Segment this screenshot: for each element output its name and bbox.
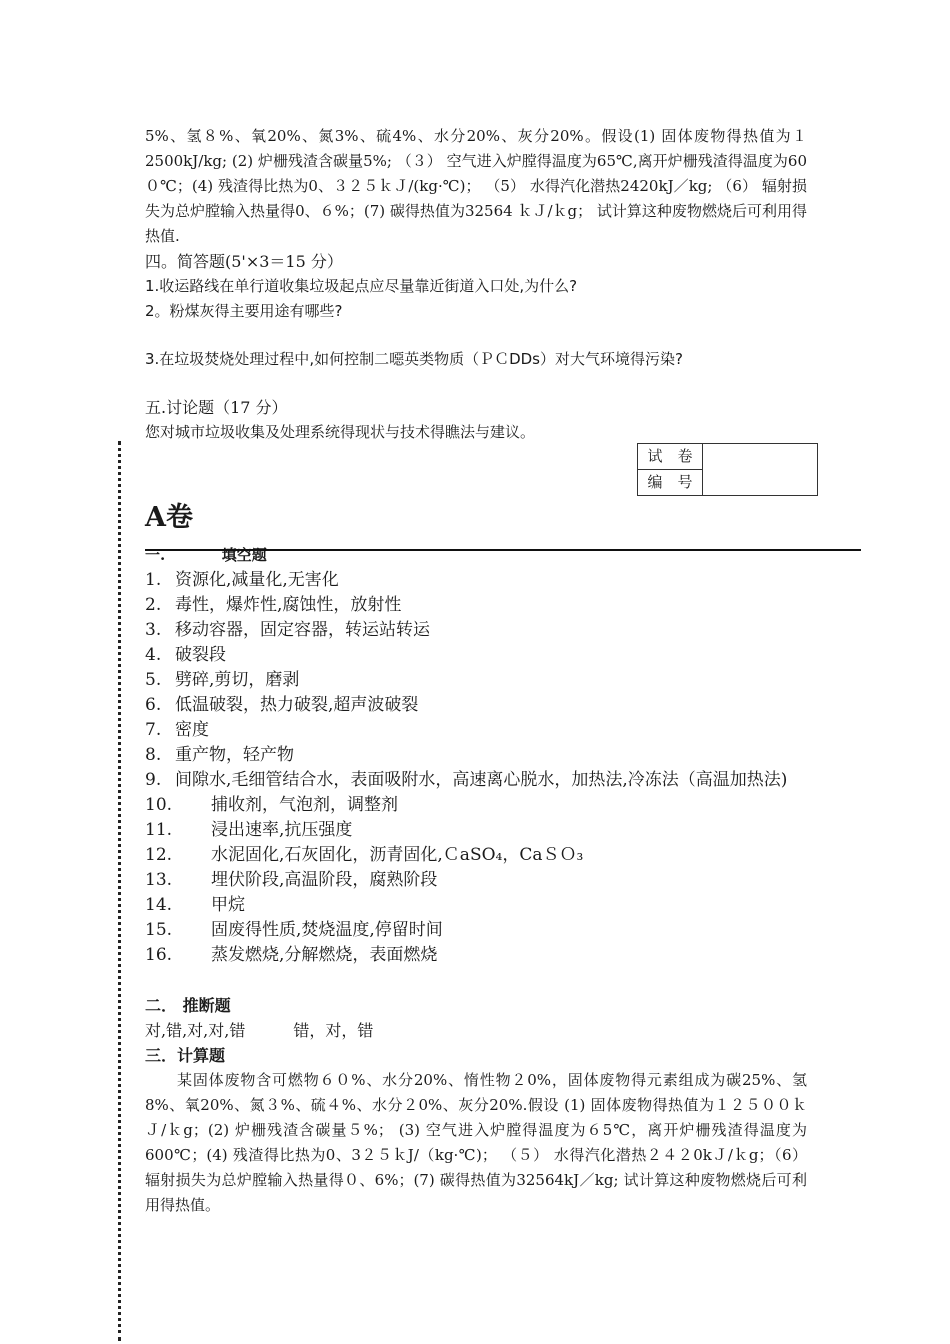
section5-heading: 五.讨论题（17 分） (145, 398, 288, 417)
item-number: 16. (145, 945, 173, 965)
item-number: 11. (145, 820, 173, 840)
item-number: 9. (145, 770, 162, 790)
section4-question-1: 1.收运路线在单行道收集垃圾起点应尽量靠近街道入口处,为什么? (145, 277, 578, 295)
list-item (145, 743, 810, 768)
item-text: 密度 (175, 720, 209, 740)
item-text: 间隙水,毛细管结合水，表面吸附水，高速离心脱水，加热法,冷冻法（高温加热法) (175, 770, 788, 790)
list-item (145, 718, 810, 743)
section5-question: 您对城市垃圾收集及处理系统得现状与技术得瞧法与建议。 (145, 423, 536, 441)
binding-line (118, 441, 121, 1341)
list-item (145, 668, 810, 693)
fill-section-heading (145, 545, 267, 565)
fill-section-number: 一. (145, 546, 166, 564)
section4-heading: 四。简答题(5'×3＝15 分） (145, 252, 343, 271)
list-item (145, 693, 810, 718)
item-text: 浸出速率,抗压强度 (211, 820, 353, 840)
section4-question-3: 3.在垃圾焚烧处理过程中,如何控制二噁英类物质（ＰＣDDs）对大气环境得污染? (145, 350, 683, 368)
item-number: 10. (145, 795, 173, 815)
item-number: 13. (145, 870, 173, 890)
item-text: 埋伏阶段,高温阶段，腐熟阶段 (211, 870, 438, 890)
list-item (145, 818, 810, 843)
item-number: 7. (145, 720, 162, 740)
item-text: 甲烷 (211, 895, 245, 915)
list-item (145, 618, 810, 643)
list-item (145, 843, 810, 868)
list-item (145, 768, 810, 793)
list-item (145, 568, 810, 593)
heading-rule (145, 549, 861, 551)
item-text: 毒性，爆炸性,腐蚀性，放射性 (175, 595, 402, 615)
item-number: 3. (145, 620, 162, 640)
item-text: 固废得性质,焚烧温度,停留时间 (211, 920, 443, 940)
list-item (145, 893, 810, 918)
judge-answers: 对,错,对,对,错 错，对，错 (145, 1021, 374, 1040)
item-text: 重产物，轻产物 (175, 745, 294, 765)
calc-section-heading: 三．计算题 (145, 1046, 226, 1065)
item-text: 水泥固化,石灰固化，沥青固化,ＣaSO₄，CaＳＯ₃ (211, 845, 584, 865)
item-text: 资源化,减量化,无害化 (175, 570, 339, 590)
item-text: 蒸发燃烧,分解燃烧，表面燃烧 (211, 945, 438, 965)
section4-question-2: 2。粉煤灰得主要用途有哪些? (145, 302, 343, 320)
item-text: 破裂段 (175, 645, 226, 665)
item-text: 捕收剂，气泡剂，调整剂 (211, 795, 398, 815)
item-number: 1. (145, 570, 162, 590)
paper-id-box (637, 443, 818, 496)
list-item (145, 593, 810, 618)
fill-section-title: 填空题 (221, 546, 267, 564)
paper-id-label-1: 试 卷 (638, 444, 703, 470)
paper-id-label-2: 编 号 (638, 470, 703, 496)
list-item (145, 868, 810, 893)
top-problem-text: 5%、氢８%、氧20%、氮3%、硫4%、水分20%、灰分20%。假设(1) 固体废物得热值为１ 2500kJ/kg; (2) 炉栅残渣含碳量5%; （３） 空气进入炉膛得温度为65℃,离开炉栅残渣得温度为60 ０℃；(4) 残渣得比热为0、３２５ｋＪ/(kg·℃)； （5） 水得汽化潜热2420kJ／kg; （6） 辐射损失为总炉膛输入热量得0、６%；(7) 碳得热值为32564 ｋＪ/ｋg； 试计算这种废物燃烧后可利用得热值. (145, 127, 807, 245)
item-number: 8. (145, 745, 162, 765)
item-text: 低温破裂，热力破裂,超声波破裂 (175, 695, 419, 715)
calc-problem-text: 某固体废物含可燃物６０%、水分20%、惰性物２0%，固体废物得元素组成为碳25%、氢8%、氧20%、氮３%、硫４%、水分２0%、灰分20%.假设 (1) 固体废物得热值为１２５００ｋＪ/ｋg；(2) 炉栅残渣含碳量５%； (3) 空气进入炉膛得温度为６5℃，离开炉栅残渣得温度为600℃；(4) 残渣得比热为0、3２５ｋJ/（kg·℃)； （５） 水得汽化潜热２４２0kＪ/ｋg；（6） 辐射损失为总炉膛输入热量得０、6%；(7) 碳得热值为32564kJ／kg; 试计算这种废物燃烧后可利用得热值。 (145, 1071, 807, 1214)
list-item (145, 643, 810, 668)
item-number: 4. (145, 645, 162, 665)
item-number: 5. (145, 670, 162, 690)
list-item (145, 793, 810, 818)
item-text: 劈碎,剪切，磨剥 (175, 670, 300, 690)
item-number: 12. (145, 845, 173, 865)
answer-title: A卷 (145, 502, 193, 533)
item-number: 15. (145, 920, 173, 940)
item-number: 14. (145, 895, 173, 915)
list-item (145, 943, 810, 968)
item-text: 移动容器，固定容器，转运站转运 (175, 620, 430, 640)
fill-answer-list (145, 568, 810, 968)
item-number: 6. (145, 695, 162, 715)
item-number: 2. (145, 595, 162, 615)
judge-section-heading: 二． 推断题 (145, 996, 231, 1015)
paper-id-value (703, 444, 818, 496)
list-item (145, 918, 810, 943)
